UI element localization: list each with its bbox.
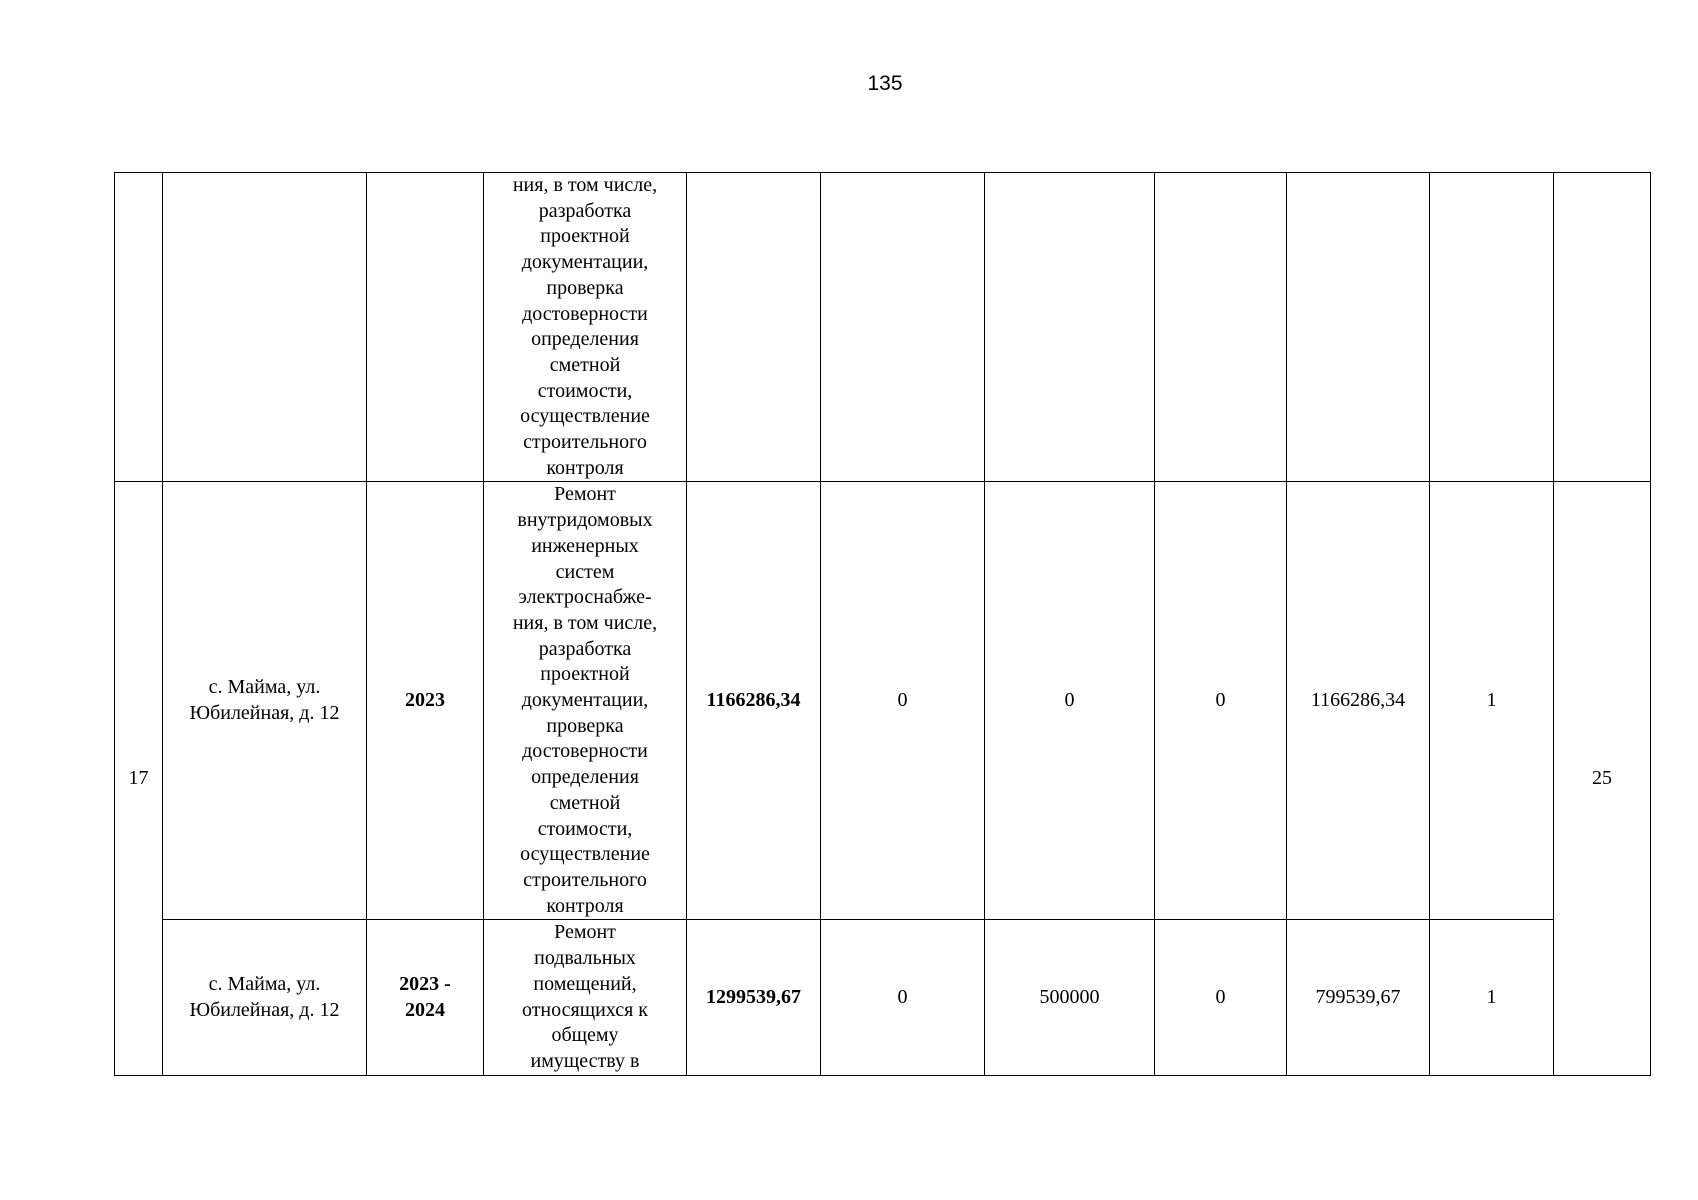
work-description-lines (488, 173, 682, 481)
text-line: с. Майма, ул. (208, 676, 321, 699)
address-lines (167, 675, 362, 726)
text-line: определения (531, 328, 639, 351)
cell-total: 1299539,67 (687, 920, 821, 1075)
page-number: 135 (867, 72, 903, 95)
text-line: проектной (540, 225, 630, 248)
text-line: стоимости, (537, 379, 633, 402)
year-lines (371, 972, 479, 1023)
text-line: осуществление (520, 843, 650, 866)
text-line: Ремонт (554, 921, 616, 944)
text-line: осуществление (520, 405, 650, 428)
text-line: документации, (521, 689, 649, 712)
text-line: 2023 (405, 689, 445, 712)
text-line: контроля (546, 456, 624, 479)
address-lines (167, 972, 362, 1023)
cell-address (163, 173, 367, 482)
cell-col8: 0 (1155, 920, 1287, 1075)
text-line: достоверности (522, 740, 648, 763)
text-line: проектной (540, 663, 630, 686)
cell-address (163, 482, 367, 920)
text-line: внутридомовых (517, 509, 653, 532)
text-line: имуществу в (530, 1049, 640, 1072)
text-line: ния, в том числе, (512, 611, 658, 634)
text-line: разработка (538, 199, 632, 222)
text-line: достоверности (522, 302, 648, 325)
text-line: Юбилейная, д. 12 (189, 701, 340, 724)
cell-work-description (484, 920, 687, 1075)
cell-work-description (484, 173, 687, 482)
text-line: относящихся к (521, 998, 649, 1021)
cell-total: 1166286,34 (687, 482, 821, 920)
text-line: определения (531, 766, 639, 789)
cell-col7: 0 (985, 482, 1155, 920)
cell-number: 17 (115, 482, 163, 1075)
text-line: электроснабже- (518, 586, 652, 609)
text-line: строительного (523, 431, 647, 454)
cell-col10: 1 (1430, 920, 1554, 1075)
text-line: Ремонт (554, 483, 616, 506)
cell-col8: 0 (1155, 482, 1287, 920)
cell-col7: 500000 (985, 920, 1155, 1075)
text-line: 2024 (405, 998, 445, 1021)
cell-year (367, 920, 484, 1075)
work-description-lines (488, 482, 682, 919)
text-line: Юбилейная, д. 12 (189, 998, 340, 1021)
cell-year (367, 482, 484, 920)
text-line: строительного (523, 868, 647, 891)
cell-col11 (1554, 173, 1651, 482)
table-row (115, 482, 1651, 920)
cell-work-description (484, 482, 687, 920)
cell-col11: 25 (1554, 482, 1651, 1075)
cell-address (163, 920, 367, 1075)
table-row-continuation (115, 173, 1651, 482)
text-line: сметной (549, 353, 621, 376)
text-line: ния, в том числе, (512, 174, 658, 196)
cell-col9: 799539,67 (1287, 920, 1430, 1075)
text-line: сметной (549, 791, 621, 814)
table-row (115, 920, 1651, 1075)
text-line: документации, (521, 251, 649, 274)
text-line: помещений, (533, 972, 637, 995)
text-line: инженерных (531, 534, 639, 557)
year-lines (371, 688, 479, 714)
cell-total (687, 173, 821, 482)
text-line: проверка (546, 276, 624, 299)
text-line: 2023 - (399, 972, 451, 995)
cell-number (115, 173, 163, 482)
text-line: общему (551, 1024, 619, 1047)
cell-col8 (1155, 173, 1287, 482)
cell-col7 (985, 173, 1155, 482)
cell-col10: 1 (1430, 482, 1554, 920)
text-line: подвальных (534, 947, 636, 970)
cell-year (367, 173, 484, 482)
work-description-lines (488, 920, 682, 1074)
cell-col6 (821, 173, 985, 482)
cell-col9 (1287, 173, 1430, 482)
text-line: систем (555, 560, 615, 583)
cell-col10 (1430, 173, 1554, 482)
cell-col6: 0 (821, 482, 985, 920)
text-line: контроля (546, 894, 624, 917)
cell-col9: 1166286,34 (1287, 482, 1430, 920)
document-table (114, 172, 1651, 1076)
text-line: проверка (546, 714, 624, 737)
cell-col6: 0 (821, 920, 985, 1075)
text-line: стоимости, (537, 817, 633, 840)
text-line: разработка (538, 637, 632, 660)
text-line: с. Майма, ул. (208, 972, 321, 995)
